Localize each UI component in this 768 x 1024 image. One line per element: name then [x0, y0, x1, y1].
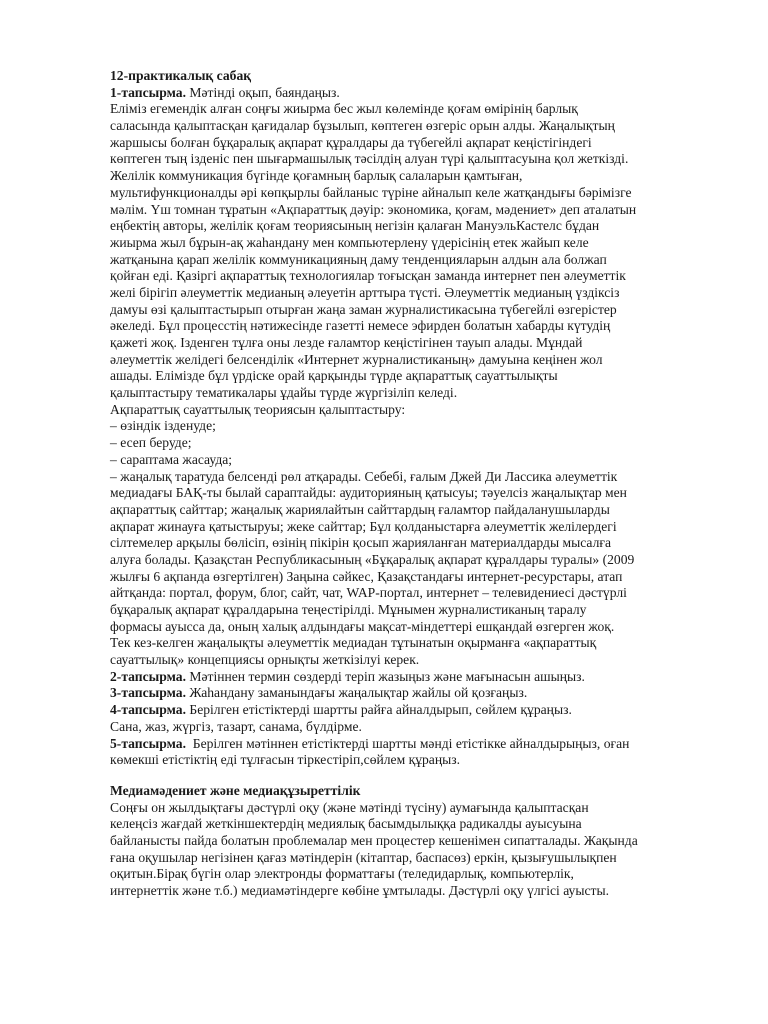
task-list — [110, 669, 715, 719]
task-5 — [110, 736, 715, 753]
text-line: сауаттылық» концепциясы орнықты жеткізілуі керек. — [110, 652, 420, 668]
text-line: Еліміз егемендік алған соңғы жиырма бес жыл көлемінде қоғам өмірінің барлық — [110, 101, 578, 117]
task-5-label: 5-тапсырма. — [110, 735, 186, 751]
text-line: сілтемелер арқылы бөлісіп, өзінің пікірін қосып жарияланған материалдарды мысалға — [110, 535, 611, 551]
lesson-heading: 12-практикалық сабақ — [110, 68, 252, 83]
text-line: ашады. Елімізде бұл үрдіске орай қарқынды түрде ақпараттық сауаттылықты — [110, 368, 558, 384]
text-line: дамуы өзі қалыптастырып отырған жаңа заман журналистикасына түбегейлі өзгерістер — [110, 301, 617, 317]
task-1-text: Мәтінді оқып, баяндаңыз. — [189, 84, 340, 100]
task-text: Берілген етістіктерді шартты райға айналдырып, сөйлем құраңыз. — [185, 702, 572, 718]
task-text: Жаһандану заманындағы жаңалықтар жайлы ой қозғаңыз. — [185, 685, 528, 701]
task-text: Мәтіннен термин сөздерді теріп жазыңыз және мағынасын ашыңыз. — [185, 668, 585, 684]
text-line: бұқаралық ақпарат құралдарына теңестірілді. Мұнымен журналистиканың таралу — [110, 602, 587, 617]
text-line: мультифункционалды әрі көпқырлы байланыс түріне айналып келе жатқандығы бәрімізге — [110, 184, 632, 200]
text-line: жылғы 6 ақпанда өзгертілген) Заңына сәйкес, Қазақстандағы интернет-ресурстары, атап — [110, 568, 623, 584]
text-line: әлеуметтік желідегі белсенділік «Интернет журналистиканың» дамуына кеңінен жол — [110, 351, 603, 367]
section2-heading: Медиамәдениет және медиақұзыреттілік — [110, 782, 361, 798]
text-line: мәлім. Үш томнан тұратын «Ақпараттық дәуір: экономика, қоғам, мәдениет» деп аталатын — [110, 201, 637, 217]
text-line: ақпараттық сайттар; жаңалық жариялайтын сайттардың ғаламтор пайдаланушыларды — [110, 501, 610, 517]
text-line: Тек кез-келген жаңалықты әлеуметтік медиадан тұтынатын оқырманға «ақпараттық — [110, 635, 597, 651]
text-line: Ақпараттық сауаттылық теориясын қалыптастыру: — [110, 401, 406, 417]
text-line: қойған еді. Қазіргі ақпараттық технологиялар тоғысқан заманда интернет пен әлеуметтік — [110, 268, 626, 284]
text-line: әкеледі. Бұл процесстің нәтижесінде газетті немесе эфирден болатын хабарды күтудің — [110, 318, 611, 334]
task-label: 2-тапсырма. — [110, 668, 186, 684]
text-line: формасы ауысса да, оның халық алдындағы мақсат-міндеттері ешқандай өзгерген жоқ. — [110, 618, 615, 634]
section2-line: келеңсіз жағдай жеткіншектердің медиялық басымдылыққа радикалды ауысуына — [110, 816, 582, 832]
text-line: – өзіндік ізденуде; — [110, 418, 216, 434]
task-label: 3-тапсырма. — [110, 685, 186, 701]
section-gap — [110, 769, 715, 783]
text-line: – жаңалық таратуда белсенді рөл атқарады. Себебі, ғалым Джей Ди Лассика әлеуметтік — [110, 468, 618, 484]
task-5-line2: көмекші етістіктің еді тұлғасын тіркестіріп,сөйлем құраңыз. — [110, 752, 460, 768]
section2-line: интернеттік және т.б.) медиамәтіндерге көбіне ұмтылады. Дәстүрлі оқу үлгісі ауысты. — [110, 883, 609, 898]
text-line: саласында қалыптасқан қағидалар бұзылып, көптеген өзгеріс орын алды. Жаңалықтың — [110, 118, 615, 134]
text-line: Желілік коммуникация бүгінде қоғамның барлық салаларын қамтыған, — [110, 168, 523, 184]
section2-line: ғана оқушылар негізінен қағаз мәтіндерін (кітаптар, баспасөз) еркін, қызығушылықпен — [110, 849, 617, 865]
document-page — [110, 68, 715, 900]
section2-line: оқитын.Бірақ бүгін олар электронды форматтағы (теледидарлық, компьютерлік, — [110, 866, 574, 882]
text-line: көптеген тың ізденіс пен шығармашылық тәсілдің алуан түрі қалыптасуына қол жеткізді. — [110, 151, 629, 167]
text-line: айтқанда: портал, форум, блог, сайт, чат, WAP-портал, интернет – телевидениесі дәстүрлі — [110, 585, 627, 601]
text-line: жиырма жыл бұрын-ақ жаһандану мен компьютерлену үдерісінің етек жайып келе — [110, 234, 589, 250]
section2-line: байланысты пайда болатын проблемалар мен процестер кешенімен сипатталады. Жақында — [110, 832, 638, 848]
task-item — [110, 669, 715, 686]
text-line: жаршысы болған бұқаралық ақпарат құралдары да түбегейлі ақпарат кеңістігіндегі — [110, 134, 592, 150]
text-line: қалыптастыру тематикалары ұдайы түрде жүргізіліп келеді. — [110, 385, 458, 401]
text-line: – есеп беруде; — [110, 435, 192, 451]
verbs-line: Сана, жаз, жүргіз, тазарт, санама, бүлдірме. — [110, 718, 362, 734]
text-line: еңбектің авторы, желілік қоғам теориясының негізін қалаған МануэльКастелс бұдан — [110, 218, 600, 234]
section2-text — [110, 800, 715, 900]
section2-line: Соңғы он жылдықтағы дәстүрлі оқу (және мәтінді түсіну) аумағында қалыптасқан — [110, 799, 589, 815]
task-5-text: Берілген мәтіннен етістіктерді шартты мәнді етістікке айналдырыңыз, оған — [185, 735, 630, 751]
text-line: алуға болады. Қазақстан Республикасының «Бұқаралық ақпарат құралдары туралы» (2009 — [110, 551, 635, 567]
text-line: жатқанына қарап желілік коммуникацияның даму тенденцияларын алдын ала болжап — [110, 251, 607, 267]
task-item — [110, 702, 715, 719]
text-line: ақпарат жинауға қатыстыруы; жеке сайттар; Бұл қолданыстарға әлеуметтік желілердегі — [110, 518, 617, 534]
main-text — [110, 101, 715, 668]
text-line: медиадағы БАҚ-ты былай сараптайды: аудиторияның қатысуы; тәуелсіз жаңалықтар мен — [110, 485, 627, 501]
text-line: желі бірігіп әлеуметтік медианың әлеуетін арттыра түсті. Әлеуметтік медианың үздіксіз — [110, 284, 620, 300]
text-line: – сараптама жасауда; — [110, 451, 233, 467]
task-item — [110, 685, 715, 702]
task-1 — [110, 85, 715, 102]
text-line: қажеті жоқ. Ізденген тұлға оны лезде ғаламтор кеңістігінен тауып алады. Мұндай — [110, 335, 583, 350]
task-label: 4-тапсырма. — [110, 702, 186, 718]
task-1-label: 1-тапсырма. — [110, 84, 186, 100]
